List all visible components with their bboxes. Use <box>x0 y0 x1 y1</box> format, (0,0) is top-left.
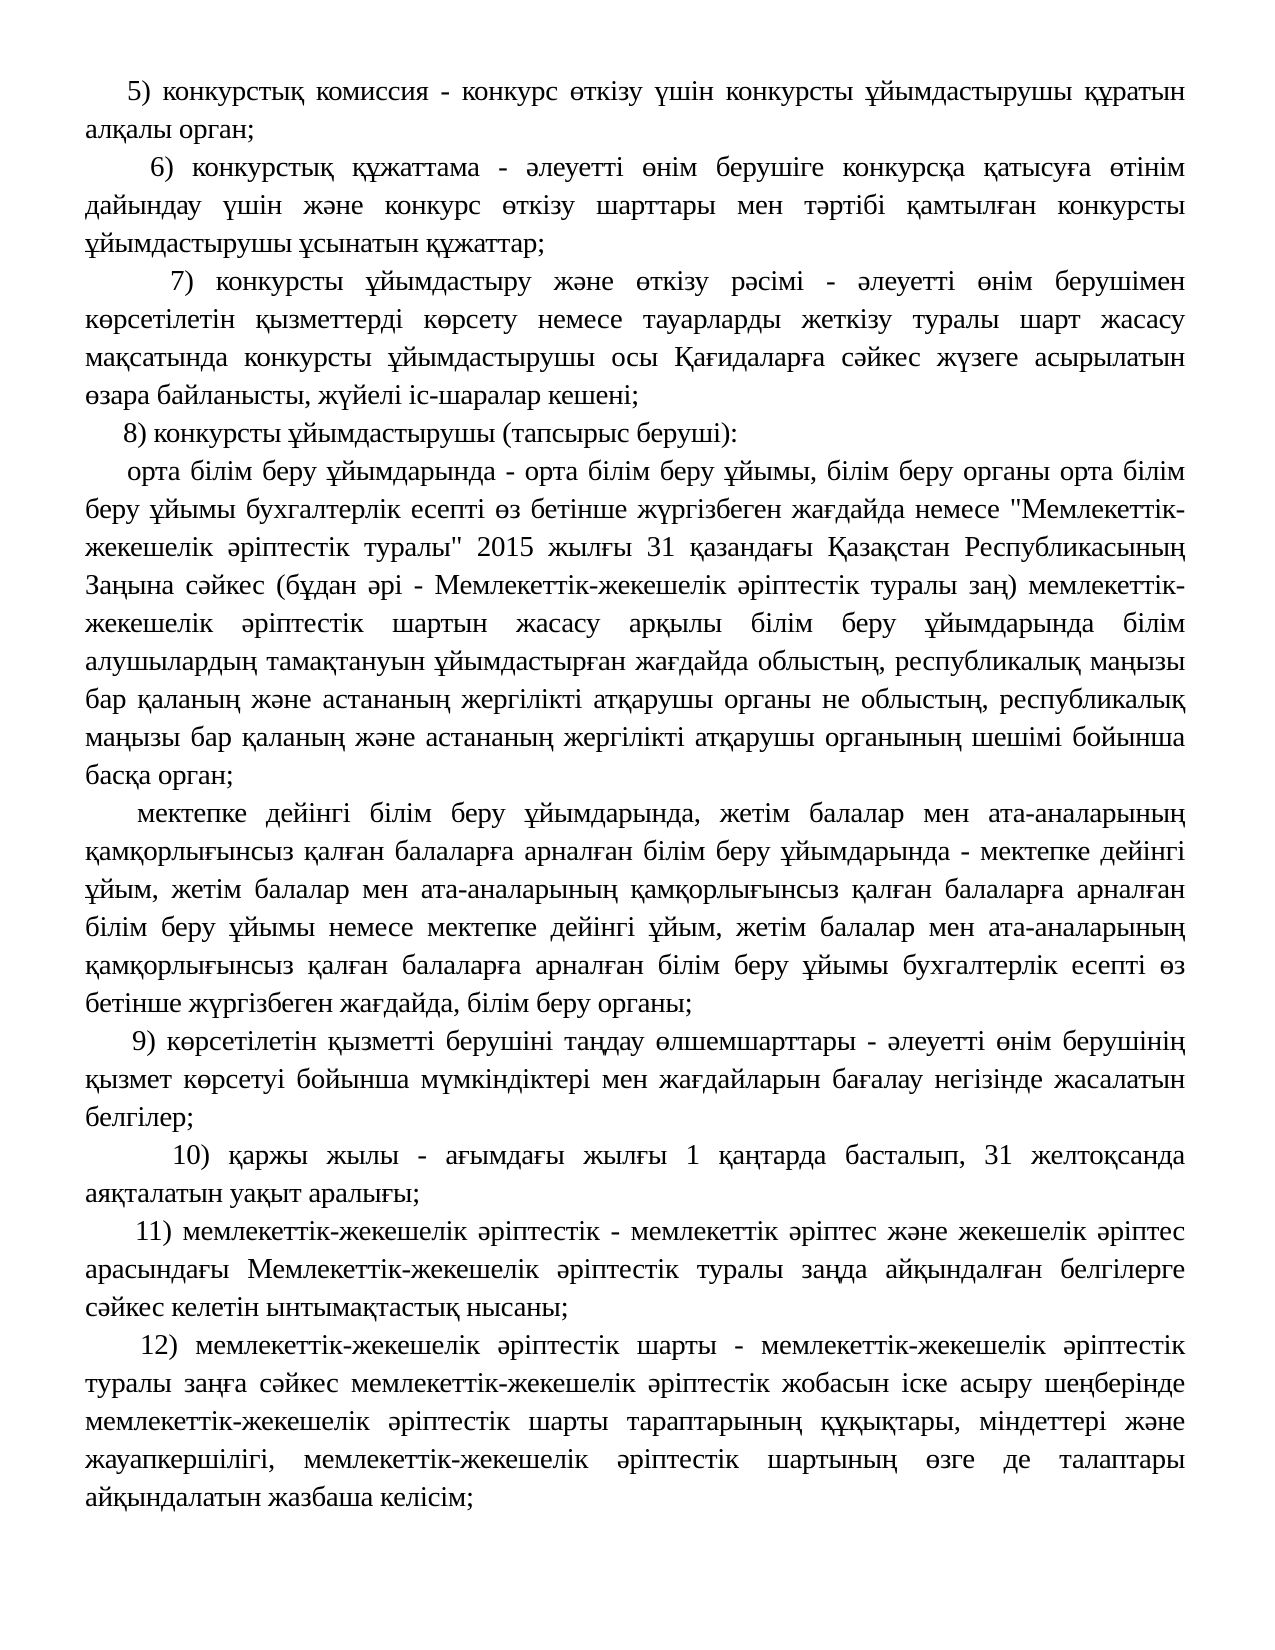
paragraph-clause-7: 7) конкурсты ұйымдастыру және өткізу рәсімі - әлеуетті өнім берушімен көрсетілетін қызметтерді көрсету немесе тауарларды жеткізу туралы шарт жасасу мақсатында конкурсты ұйымдастырушы осы Қағидаларға сәйкес жүзеге асырылатын өзара байланысты, жүйелі іс-шаралар кешені; <box>85 265 1185 411</box>
document-body <box>85 72 1185 1516</box>
paragraph-clause-8: 8) конкурсты ұйымдастырушы (тапсырыс беруші): <box>123 417 738 449</box>
paragraph-clause-8-preschool-education: мектепке дейінгі білім беру ұйымдарында, жетім балалар мен ата-аналарының қамқорлығынсыз қалған балаларға арналған білім беру ұйымдарында - мектепке дейінгі ұйым, жетім балалар мен ата-аналарының қамқорлығынсыз қалған балаларға арналған білім беру ұйымы немесе мектепке дейінгі ұйым, жетім балалар мен ата-аналарының қамқорлығынсыз қалған балаларға арналған білім беру ұйымы бухгалтерлік есепті өз бетінше жүргізбеген жағдайда, білім беру органы; <box>85 797 1185 1019</box>
paragraph-clause-9: 9) көрсетілетін қызметті берушіні таңдау өлшемшарттары - әлеуетті өнім берушінің қызмет көрсетуі бойынша мүмкіндіктері мен жағдайларын бағалау негізінде жасалатын белгілер; <box>85 1025 1185 1133</box>
paragraph-clause-10: 10) қаржы жылы - ағымдағы жылғы 1 қаңтарда басталып, 31 желтоқсанда аяқталатын уақыт аралығы; <box>85 1139 1185 1209</box>
paragraph-clause-12: 12) мемлекеттік-жекешелік әріптестік шарты - мемлекеттік-жекешелік әріптестік туралы заңға сәйкес мемлекеттік-жекешелік әріптестік жобасын іске асыру шеңберінде мемлекеттік-жекешелік әріптестік шарты тараптарының құқықтары, міндеттері және жауапкершілігі, мемлекеттік-жекешелік әріптестік шартының өзге де талаптары айқындалатын жазбаша келісім; <box>85 1329 1185 1513</box>
paragraph-clause-5: 5) конкурстық комиссия - конкурс өткізу үшін конкурсты ұйымдастырушы құратын алқалы орган; <box>85 75 1185 145</box>
paragraph-clause-8-secondary-education: орта білім беру ұйымдарында - орта білім беру ұйымы, білім беру органы орта білім беру ұйымы бухгалтерлік есепті өз бетінше жүргізбеген жағдайда немесе "Мемлекеттік-жекешелік әріптестік туралы" 2015 жылғы 31 қазандағы Қазақстан Республикасының Заңына сәйкес (бұдан әрі - Мемлекеттік-жекешелік әріптестік туралы заң) мемлекеттік-жекешелік әріптестік шартын жасасу арқылы білім беру ұйымдарында білім алушылардың тамақтануын ұйымдастырған жағдайда облыстың, республикалық маңызы бар қаланың және астананың жергілікті атқарушы органы не облыстың, республикалық маңызы бар қаланың және астананың жергілікті атқарушы органының шешімі бойынша басқа орган; <box>85 455 1185 791</box>
paragraph-clause-11: 11) мемлекеттік-жекешелік әріптестік - мемлекеттік әріптес және жекешелік әріптес арасындағы Мемлекеттік-жекешелік әріптестік туралы заңда айқындалған белгілерге сәйкес келетін ынтымақтастық нысаны; <box>85 1215 1185 1323</box>
paragraph-clause-6: 6) конкурстық құжаттама - әлеуетті өнім берушіге конкурсқа қатысуға өтінім дайындау үшін және конкурс өткізу шарттары мен тәртібі қамтылған конкурсты ұйымдастырушы ұсынатын құжаттар; <box>85 151 1185 259</box>
